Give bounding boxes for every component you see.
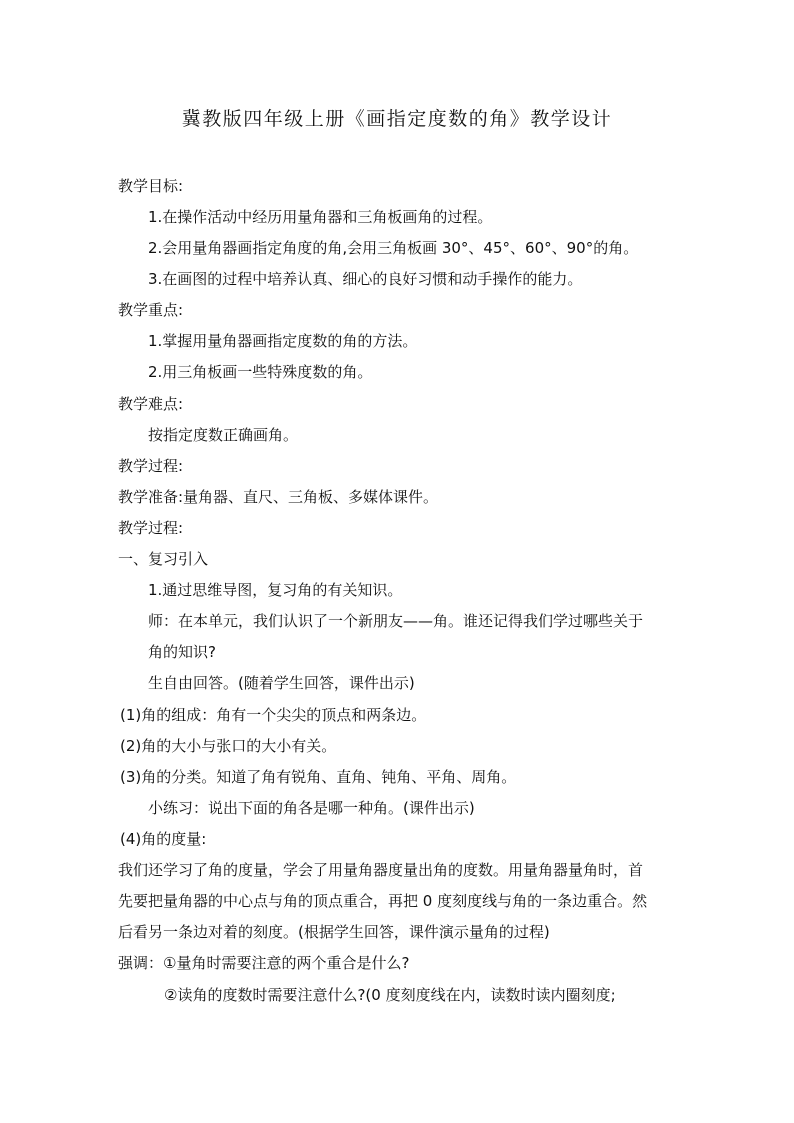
emphasis-line-2: ②读角的度数时需要注意什么?(0 度刻度线在内，读数时读内圈刻度; [164,986,616,1004]
step-1: 1.通过思维导图，复习角的有关知识。 [148,581,403,599]
practice-line: 小练习：说出下面的角各是哪一种角。(课件出示) [148,799,475,817]
point-4: (4)角的度量: [120,830,207,848]
paragraph-line-2: 先要把量角器的中心点与角的顶点重合，再把 0 度刻度线与角的一条边重合。然 [118,892,648,910]
key-point-2: 2.用三角板画一些特殊度数的角。 [148,363,373,381]
heading-teaching-goals: 教学目标: [118,177,184,195]
heading-difficulties: 教学难点: [118,395,184,413]
key-point-1: 1.掌握用量角器画指定度数的角的方法。 [148,332,418,350]
preparation-line: 教学准备:量角器、直尺、三角板、多媒体课件。 [118,488,439,506]
emphasis-line-1: 强调：①量角时需要注意的两个重合是什么? [118,954,410,972]
difficulty-item: 按指定度数正确画角。 [148,426,299,444]
heading-process: 教学过程: [118,457,184,475]
document-title: 冀教版四年级上册《画指定度数的角》教学设计 [181,108,613,130]
point-1: (1)角的组成：角有一个尖尖的顶点和两条边。 [120,706,427,724]
heading-key-points: 教学重点: [118,301,184,319]
goal-item-2: 2.会用量角器画指定角度的角,会用三角板画 30°、45°、60°、90°的角。 [148,239,639,257]
paragraph-line-1: 我们还学习了角的度量，学会了用量角器度量出角的度数。用量角器量角时，首 [118,861,644,879]
heading-process-2: 教学过程: [118,519,184,537]
point-2: (2)角的大小与张口的大小有关。 [120,737,337,755]
paragraph-line-3: 后看另一条边对着的刻度。(根据学生回答，课件演示量角的过程) [118,923,550,941]
section-review-intro: 一、复习引入 [118,550,209,568]
teacher-line: 师：在本单元，我们认识了一个新朋友——角。谁还记得我们学过哪些关于 [148,612,644,630]
student-answer-line: 生自由回答。(随着学生回答，课件出示) [148,674,415,692]
teacher-line-cont: 角的知识? [148,643,216,661]
goal-item-3: 3.在画图的过程中培养认真、细心的良好习惯和动手操作的能力。 [148,270,583,288]
goal-item-1: 1.在操作活动中经历用量角器和三角板画角的过程。 [148,208,493,226]
point-3: (3)角的分类。知道了角有锐角、直角、钝角、平角、周角。 [120,768,517,786]
